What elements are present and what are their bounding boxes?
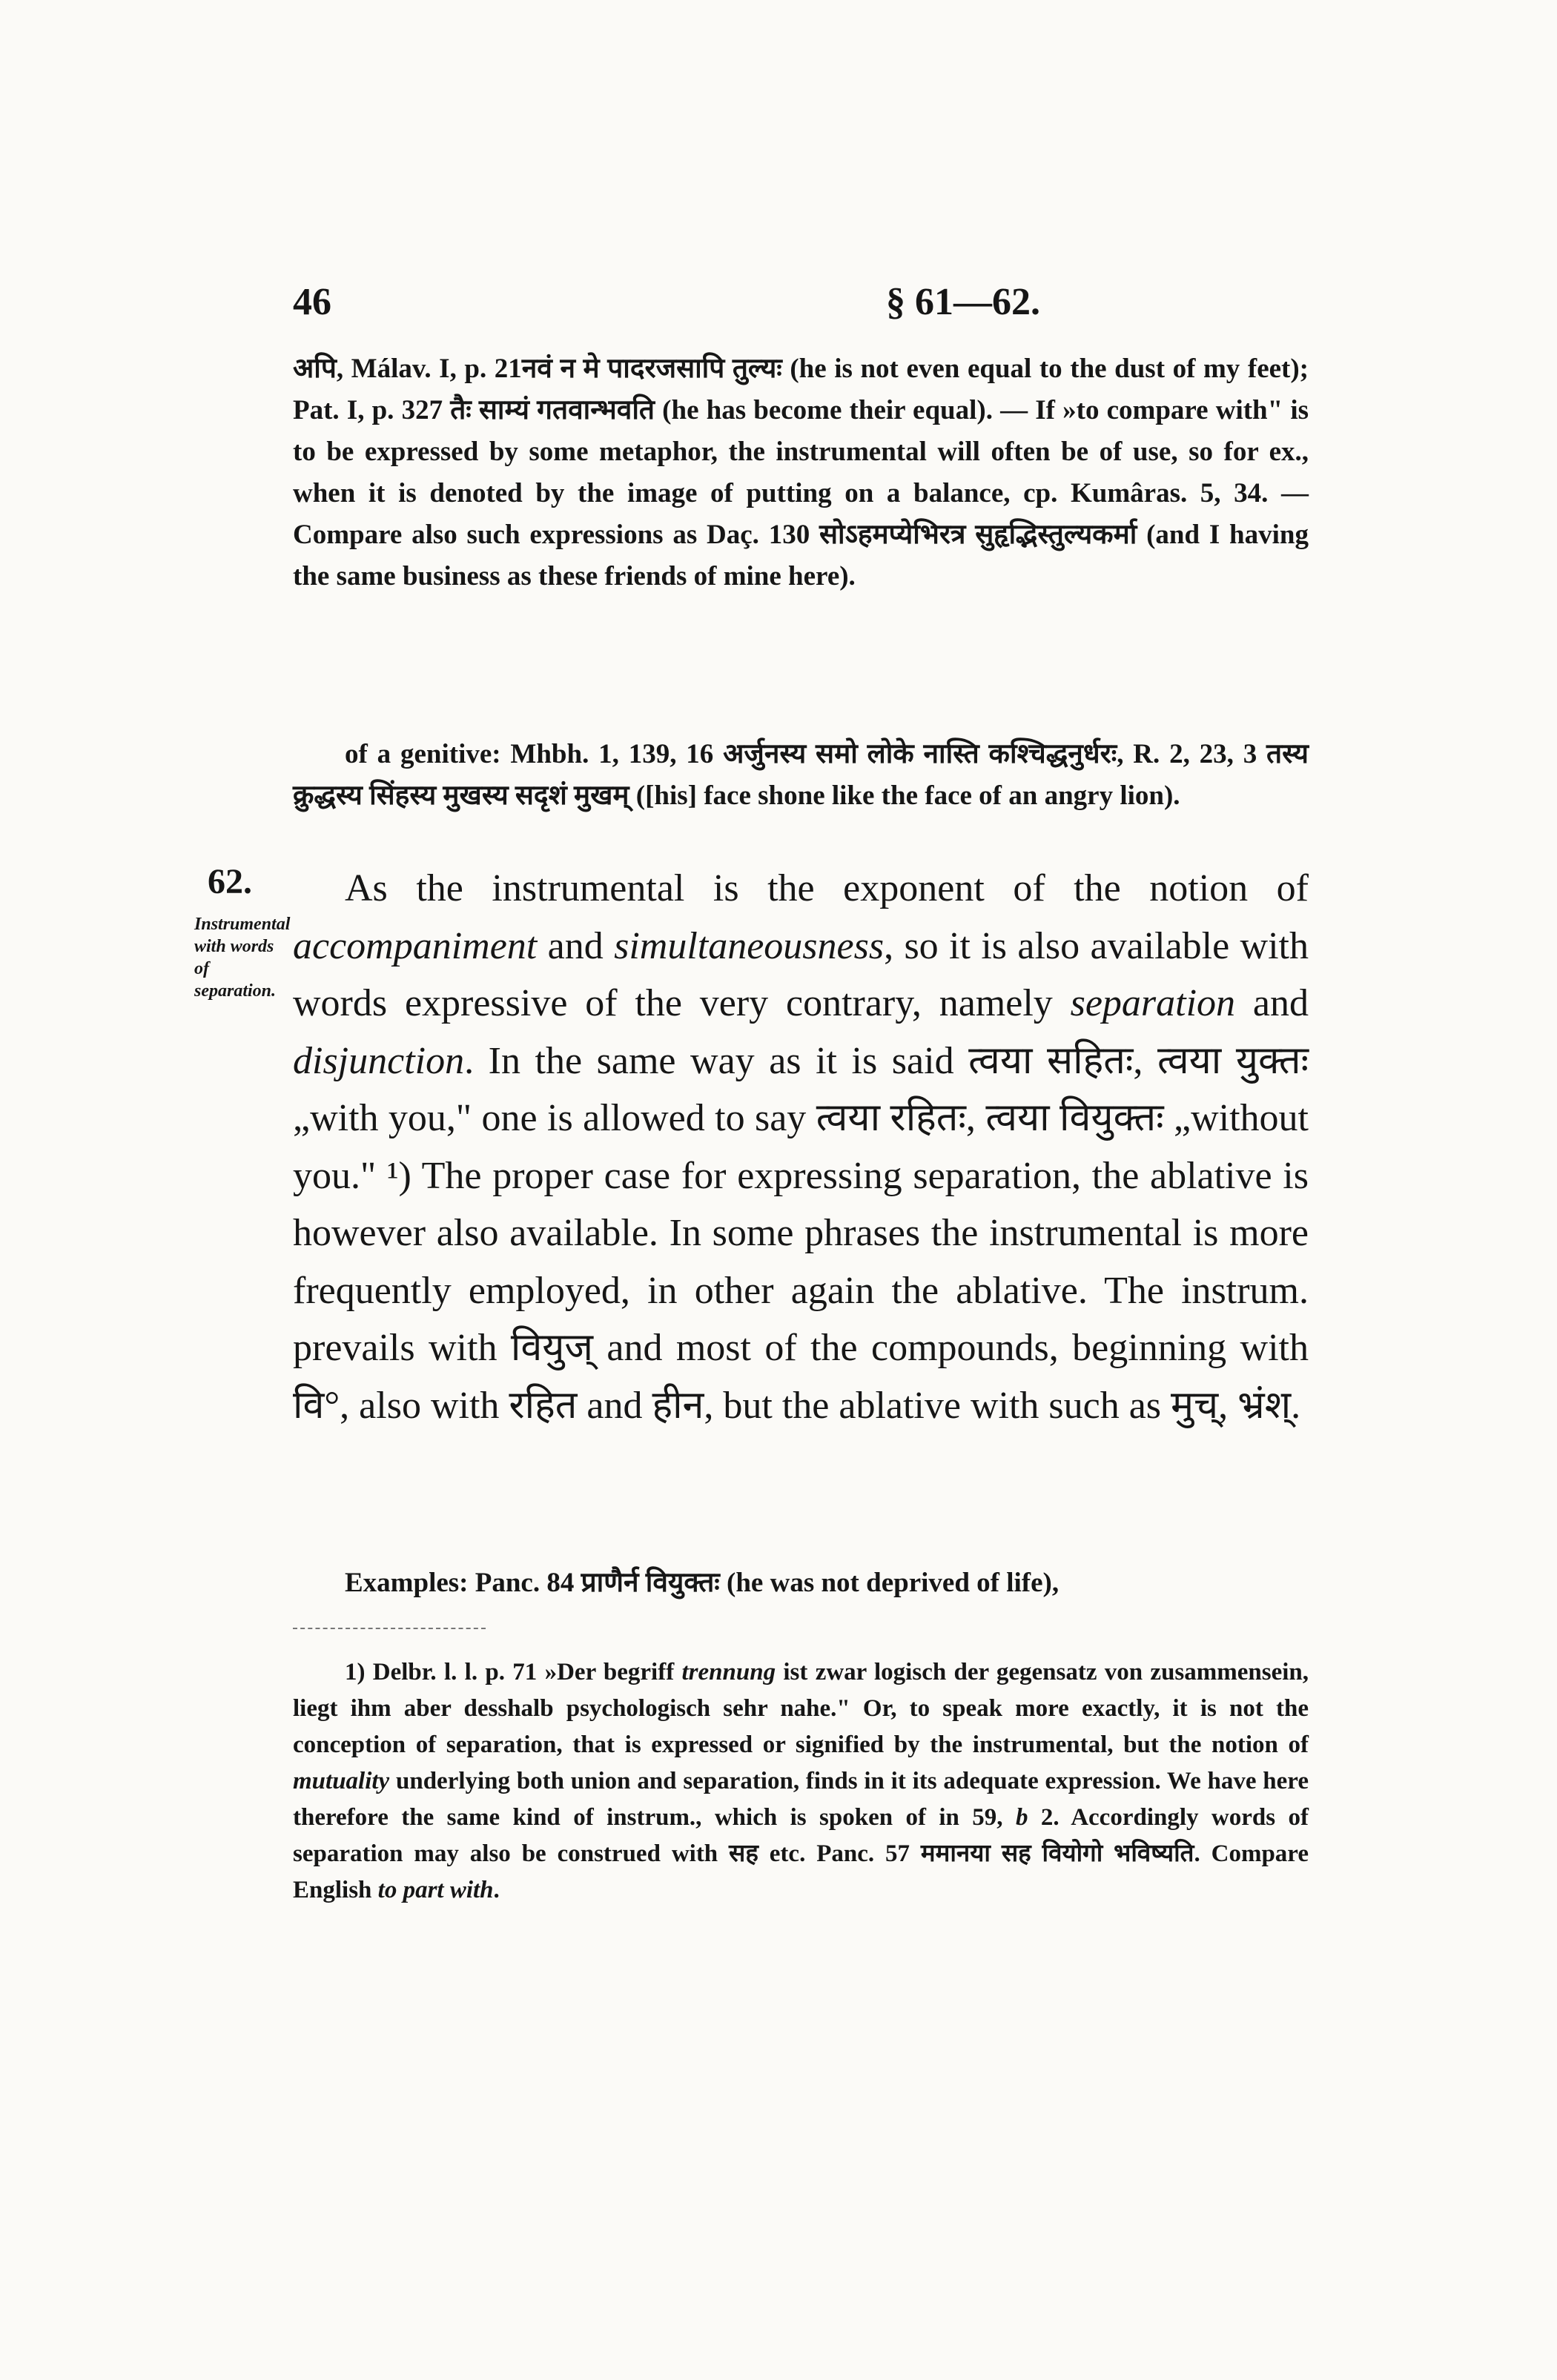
top-paragraph (293, 348, 1309, 597)
genitive-paragraph (293, 734, 1309, 817)
footnote-text: 1) Delbr. l. l. p. 71 »Der begriff trennung ist zwar logisch der gegensatz von zusammensein, liegt ihm aber desshalb psychologisch sehr nahe." Or, to speak more exactly, it is not the conception of separation, that is expressed or signified by the instrumental, but the notion of mutuality underlying both union and separation, finds in it its adequate expression. We have here therefore the same kind of instrum., which is spoken of in 59, b 2. Accordingly words of separation may also be construed with सह etc. Panc. 57 ममानया सह वियोगो भविष्यति. Compare English to part with. (293, 1659, 1309, 1903)
examples-line (293, 1562, 1309, 1604)
section-62-paragraph (293, 860, 1309, 1434)
genitive-paragraph-text: of a genitive: Mhbh. 1, 139, 16 अर्जुनस्य समो लोके नास्ति कश्चिद्धनुर्धरः, R. 2, 23, 3 तस्य क्रुद्धस्य सिंहस्य मुखस्य सदृशं मुखम् ([his] face shone like the face of an angry lion). (293, 739, 1309, 811)
footnote (293, 1654, 1309, 1909)
section-reference: § 61—62. (886, 281, 1040, 323)
page-number: 46 (293, 281, 331, 323)
margin-note: Instrumental with words of separation. (194, 915, 291, 1001)
footnote-separator (293, 1628, 486, 1629)
page-header (293, 280, 1309, 332)
top-paragraph-text: अपि, Málav. I, p. 21नवं न मे पादरजसापि तुल्यः (he is not even equal to the dust of my feet); Pat. I, p. 327 तैः साम्यं गतवान्भवति (he has become their equal). — If »to compare with" is to be expressed by some metaphor, the instrumental will often be of use, so for ex., when it is denoted by the image of putting on a balance, cp. Kumâras. 5, 34. — Compare also such expressions as Daç. 130 सोऽहमप्येभिरत्र सुहृद्भिस्तुल्यकर्मा (and I having the same business as these friends of mine here). (293, 354, 1309, 591)
section-62-text: As the instrumental is the exponent of the notion of accompaniment and simultaneousness, so it is also available with words expressive of the very contrary, namely separation and disjunction. In the same way as it is said त्वया सहितः, त्वया युक्तः „with you," one is allowed to say त्वया रहितः, त्वया वियुक्तः „without you." ¹) The proper case for expressing separation, the ablative is however also available. In some phrases the instrumental is more frequently employed, in other again the ablative. The instrum. prevails with वियुज् and most of the compounds, beginning with वि°, also with रहित and हीन, but the ablative with such as मुच्, भ्रंश्. (293, 867, 1309, 1427)
section-number: 62. (208, 862, 252, 901)
examples-text: Examples: Panc. 84 प्राणैर्न वियुक्तः (he was not deprived of life), (345, 1568, 1060, 1598)
